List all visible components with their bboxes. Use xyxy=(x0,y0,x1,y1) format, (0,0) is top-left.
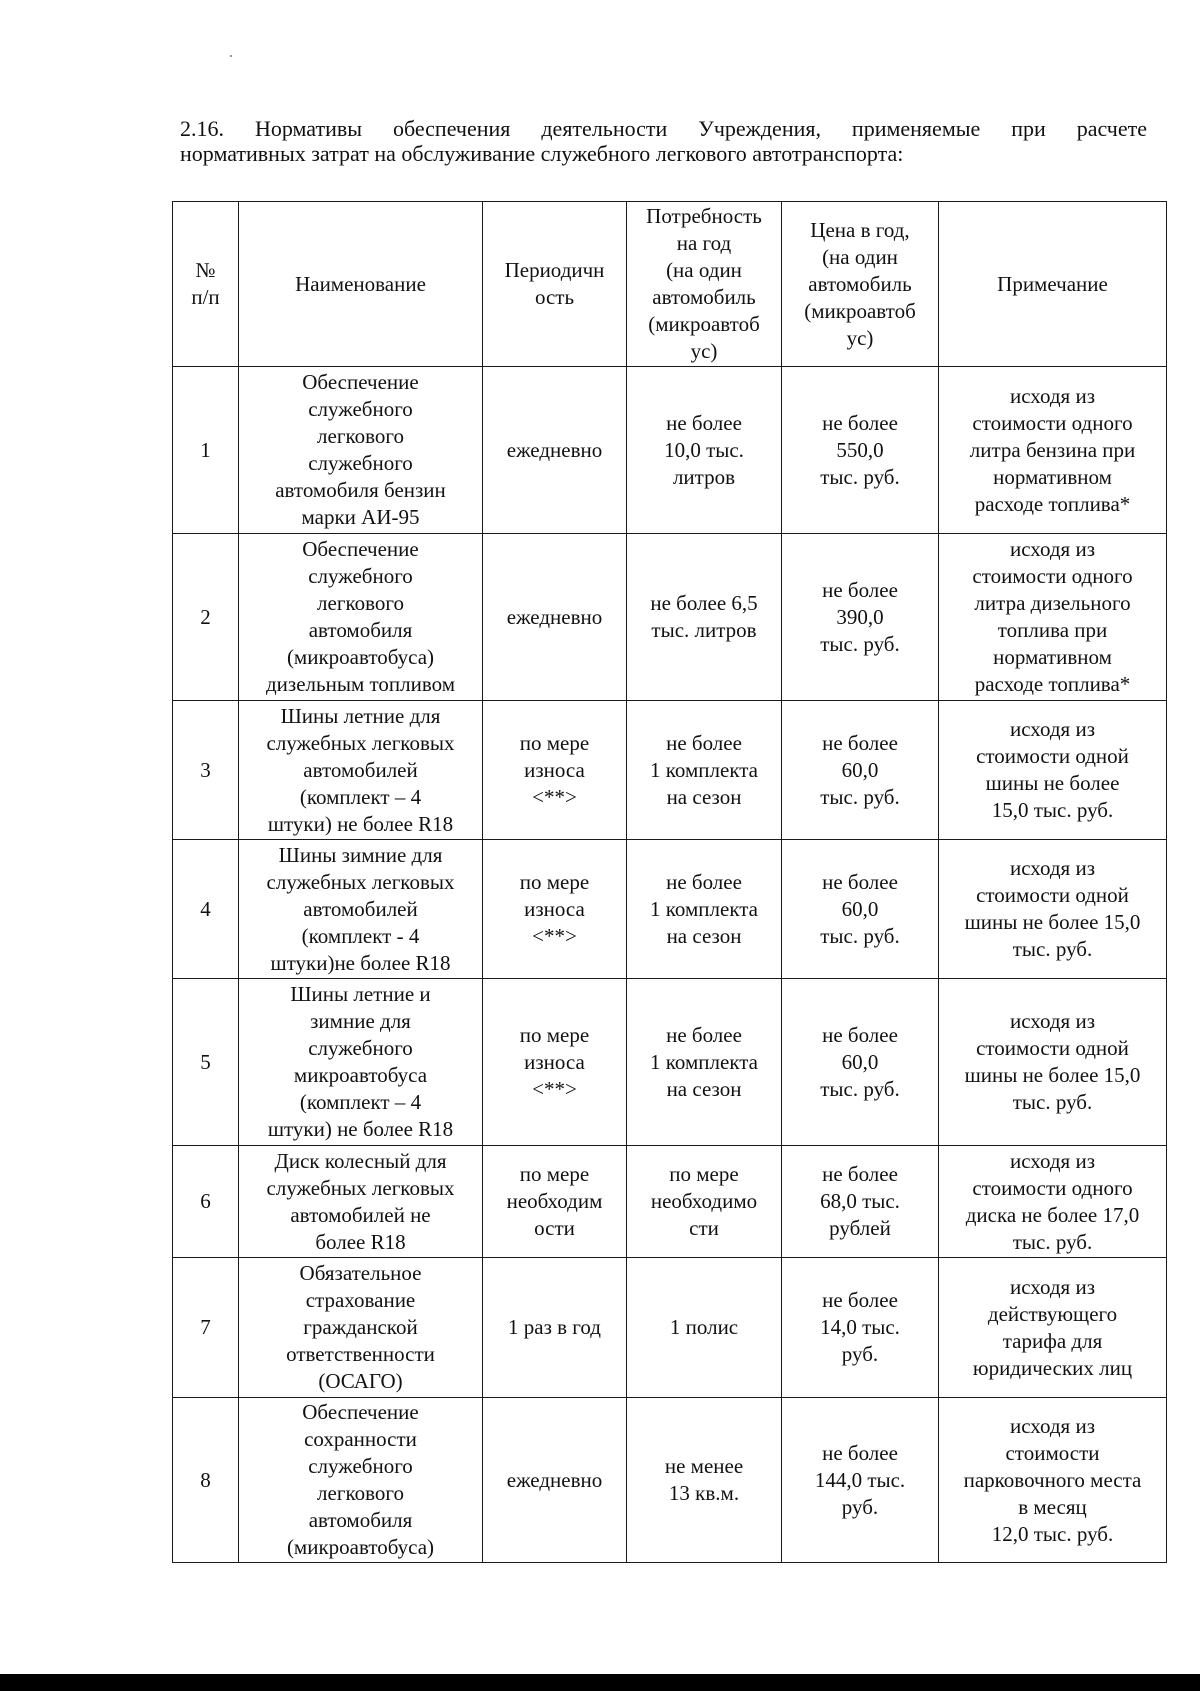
table-row xyxy=(173,1398,1167,1563)
cell-annual-price: не более 390,0 тыс. руб. xyxy=(782,534,939,701)
cell-annual-price: не более 14,0 тыс. руб. xyxy=(782,1258,939,1398)
cell-number: 7 xyxy=(173,1258,239,1398)
section-number: 2.16. xyxy=(180,116,224,141)
cell-name: Шины летние для служебных легковых автомобилей (комплект – 4 штуки) не более R18 xyxy=(239,701,483,840)
cell-annual-price: не более 144,0 тыс. руб. xyxy=(782,1398,939,1563)
cell-number: 2 xyxy=(173,534,239,701)
cell-periodicity: по мере износа <**> xyxy=(483,979,627,1146)
cell-name: Обеспечение служебного легкового автомобиля (микроавтобуса) дизельным топливом xyxy=(239,534,483,701)
table-row xyxy=(173,367,1167,534)
table-row xyxy=(173,840,1167,979)
heading-word: обеспечения xyxy=(392,116,511,141)
cell-annual-price: не более 68,0 тыс. рублей xyxy=(782,1146,939,1258)
heading-line-1 xyxy=(180,116,1147,141)
norms-table xyxy=(172,201,1167,1563)
cell-annual-need: по мере необходимо сти xyxy=(627,1146,782,1258)
heading-word: расчете xyxy=(1076,116,1147,141)
cell-name: Шины зимние для служебных легковых автомобилей (комплект - 4 штуки)не более R18 xyxy=(239,840,483,979)
scan-bottom-edge xyxy=(0,1674,1200,1691)
cell-name: Обеспечение служебного легкового служебного автомобиля бензин марки АИ-95 xyxy=(239,367,483,534)
cell-periodicity: по мере износа <**> xyxy=(483,840,627,979)
cell-annual-price: не более 550,0 тыс. руб. xyxy=(782,367,939,534)
cell-periodicity: 1 раз в год xyxy=(483,1258,627,1398)
header-annual-need: Потребность на год (на один автомобиль (микроавтоб ус) xyxy=(627,202,782,367)
cell-periodicity: ежедневно xyxy=(483,534,627,701)
table-row xyxy=(173,1146,1167,1258)
cell-annual-need: не более 6,5 тыс. литров xyxy=(627,534,782,701)
cell-annual-need: не более 1 комплекта на сезон xyxy=(627,840,782,979)
cell-periodicity: ежедневно xyxy=(483,1398,627,1563)
table-row xyxy=(173,534,1167,701)
cell-note: исходя из действующего тарифа для юридических лиц xyxy=(939,1258,1167,1398)
heading-word: при xyxy=(1011,116,1046,141)
cell-note: исходя из стоимости одного литра бензина при нормативном расходе топлива* xyxy=(939,367,1167,534)
heading-word: применяемые xyxy=(851,116,981,141)
cell-annual-price: не более 60,0 тыс. руб. xyxy=(782,979,939,1146)
header-note: Примечание xyxy=(939,202,1167,367)
cell-periodicity: ежедневно xyxy=(483,367,627,534)
cell-annual-price: не более 60,0 тыс. руб. xyxy=(782,701,939,840)
heading-word: Учреждения, xyxy=(698,116,821,141)
cell-name: Обеспечение сохранности служебного легкового автомобиля (микроавтобуса) xyxy=(239,1398,483,1563)
cell-annual-price: не более 60,0 тыс. руб. xyxy=(782,840,939,979)
cell-periodicity: по мере износа <**> xyxy=(483,701,627,840)
header-periodicity: Периодичн ость xyxy=(483,202,627,367)
cell-note: исходя из стоимости парковочного места в месяц 12,0 тыс. руб. xyxy=(939,1398,1167,1563)
header-name: Наименование xyxy=(239,202,483,367)
heading-line-2: нормативных затрат на обслуживание служебного легкового автотранспорта: xyxy=(180,141,904,166)
table-header-row xyxy=(173,202,1167,367)
cell-name: Диск колесный для служебных легковых автомобилей не более R18 xyxy=(239,1146,483,1258)
cell-number: 5 xyxy=(173,979,239,1146)
cell-number: 6 xyxy=(173,1146,239,1258)
cell-annual-need: 1 полис xyxy=(627,1258,782,1398)
cell-name: Шины летние и зимние для служебного микроавтобуса (комплект – 4 штуки) не более R18 xyxy=(239,979,483,1146)
cell-note: исходя из стоимости одного диска не более 17,0 тыс. руб. xyxy=(939,1146,1167,1258)
cell-annual-need: не менее 13 кв.м. xyxy=(627,1398,782,1563)
cell-note: исходя из стоимости одной шины не более 15,0 тыс. руб. xyxy=(939,840,1167,979)
scan-speck xyxy=(230,55,232,57)
cell-number: 1 xyxy=(173,367,239,534)
cell-number: 8 xyxy=(173,1398,239,1563)
cell-annual-need: не более 1 комплекта на сезон xyxy=(627,701,782,840)
cell-note: исходя из стоимости одной шины не более 15,0 тыс. руб. xyxy=(939,701,1167,840)
cell-number: 3 xyxy=(173,701,239,840)
heading-word: Нормативы xyxy=(254,116,363,141)
table-row xyxy=(173,701,1167,840)
table-row xyxy=(173,1258,1167,1398)
section-heading xyxy=(180,116,1147,166)
cell-name: Обязательное страхование гражданской ответственности (ОСАГО) xyxy=(239,1258,483,1398)
table-row xyxy=(173,979,1167,1146)
heading-word: деятельности xyxy=(541,116,668,141)
cell-annual-need: не более 1 комплекта на сезон xyxy=(627,979,782,1146)
cell-note: исходя из стоимости одного литра дизельного топлива при нормативном расходе топлива* xyxy=(939,534,1167,701)
cell-note: исходя из стоимости одной шины не более 15,0 тыс. руб. xyxy=(939,979,1167,1146)
cell-periodicity: по мере необходим ости xyxy=(483,1146,627,1258)
cell-number: 4 xyxy=(173,840,239,979)
header-number: № п/п xyxy=(173,202,239,367)
header-annual-price: Цена в год, (на один автомобиль (микроавтоб ус) xyxy=(782,202,939,367)
cell-annual-need: не более 10,0 тыс. литров xyxy=(627,367,782,534)
